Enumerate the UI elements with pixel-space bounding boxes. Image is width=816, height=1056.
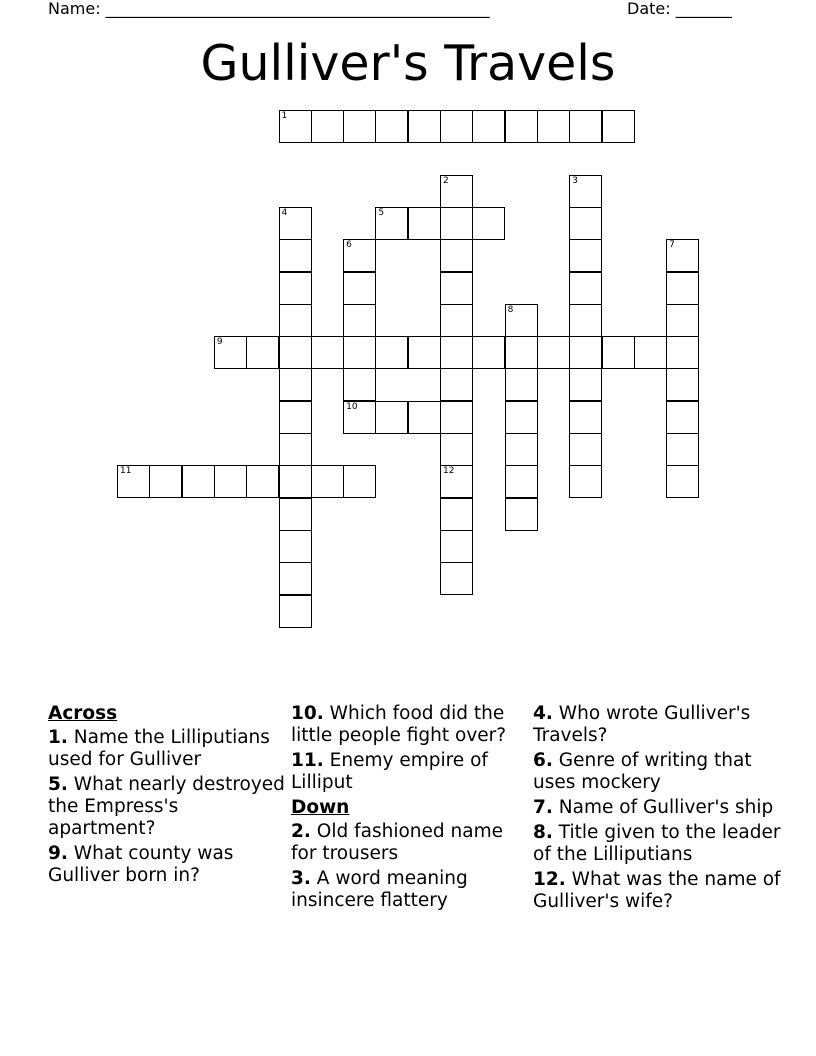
clue-number: 6. <box>533 750 553 771</box>
grid-cell[interactable] <box>505 465 538 498</box>
clue-text: Which food did the little people fight over? <box>291 703 507 746</box>
grid-cell[interactable] <box>214 336 247 369</box>
cell-number: 6 <box>346 240 352 251</box>
clue-down-7 <box>533 797 783 819</box>
grid-cell[interactable] <box>505 336 538 369</box>
clue-number: 4. <box>533 703 553 724</box>
grid-cell[interactable] <box>440 110 473 143</box>
clue-number: 3. <box>291 868 311 889</box>
grid-cell[interactable] <box>343 336 376 369</box>
clue-text: What was the name of Gulliver's wife? <box>533 869 781 912</box>
grid-cell[interactable] <box>375 401 408 434</box>
grid-cell[interactable] <box>440 433 473 466</box>
grid-cell[interactable] <box>440 207 473 240</box>
grid-cell[interactable] <box>569 110 602 143</box>
grid-cell[interactable] <box>279 304 312 337</box>
grid-cell[interactable] <box>246 336 279 369</box>
grid-cell[interactable] <box>569 207 602 240</box>
clue-down-8 <box>533 822 783 866</box>
clue-down-4 <box>533 703 783 747</box>
grid-cell[interactable] <box>569 175 602 208</box>
grid-cell[interactable] <box>343 239 376 272</box>
grid-cell[interactable] <box>343 304 376 337</box>
grid-cell[interactable] <box>505 368 538 401</box>
grid-cell[interactable] <box>343 465 376 498</box>
grid-cell[interactable] <box>408 110 441 143</box>
clue-text: Enemy empire of Lilliput <box>291 750 488 793</box>
clues-column-3 <box>533 703 783 916</box>
grid-cell[interactable] <box>375 110 408 143</box>
cell-number: 11 <box>120 466 132 477</box>
grid-cell[interactable] <box>666 368 699 401</box>
grid-cell[interactable] <box>440 465 473 498</box>
grid-cell[interactable] <box>279 530 312 563</box>
grid-cell[interactable] <box>279 110 312 143</box>
grid-cell[interactable] <box>666 433 699 466</box>
grid-cell[interactable] <box>343 110 376 143</box>
grid-cell[interactable] <box>440 562 473 595</box>
clue-across-10 <box>291 703 531 747</box>
clue-across-9 <box>48 843 288 887</box>
clue-text: A word meaning insincere flattery <box>291 868 468 911</box>
grid-cell[interactable] <box>505 433 538 466</box>
name-label: Name: ________________________________________________ <box>48 0 490 18</box>
grid-cell[interactable] <box>537 110 570 143</box>
grid-cell[interactable] <box>666 336 699 369</box>
grid-cell[interactable] <box>343 401 376 434</box>
grid-cell[interactable] <box>440 401 473 434</box>
clue-down-3 <box>291 868 531 912</box>
cell-number: 2 <box>443 175 449 186</box>
clue-text: Name of Gulliver's ship <box>558 797 774 818</box>
clues-column-2 <box>291 703 531 915</box>
grid-cell[interactable] <box>472 110 505 143</box>
grid-cell[interactable] <box>246 465 279 498</box>
clue-across-5 <box>48 774 288 840</box>
clue-number: 10. <box>291 703 324 724</box>
cell-number: 9 <box>216 337 223 348</box>
grid-cell[interactable] <box>279 465 312 498</box>
page-title: Gulliver's Travels <box>200 35 616 92</box>
grid-cell[interactable] <box>666 304 699 337</box>
grid-cell[interactable] <box>569 336 602 369</box>
grid-cell[interactable] <box>440 304 473 337</box>
grid-cell[interactable] <box>505 401 538 434</box>
clue-number: 9. <box>48 843 68 864</box>
clue-text: Name the Lilliputians used for Gulliver <box>48 727 270 770</box>
clue-down-12 <box>533 869 783 913</box>
cell-number: 4 <box>281 207 288 218</box>
clue-number: 8. <box>533 822 553 843</box>
clues-column-1 <box>48 703 288 890</box>
grid-cell[interactable] <box>505 498 538 531</box>
grid-cell[interactable] <box>634 336 667 369</box>
grid-cell[interactable] <box>279 401 312 434</box>
clue-down-6 <box>533 750 783 794</box>
grid-cell[interactable] <box>602 110 635 143</box>
down-heading: Down <box>291 797 350 818</box>
grid-cell[interactable] <box>408 401 441 434</box>
grid-cell[interactable] <box>472 336 505 369</box>
grid-cell[interactable] <box>440 272 473 305</box>
clue-number: 12. <box>533 869 566 890</box>
grid-cell[interactable] <box>408 207 441 240</box>
cell-number: 10 <box>346 401 358 412</box>
grid-cell[interactable] <box>343 368 376 401</box>
cell-number: 1 <box>281 111 288 121</box>
grid-cell[interactable] <box>279 595 312 628</box>
grid-cell[interactable] <box>569 401 602 434</box>
across-heading: Across <box>48 703 118 724</box>
grid-cell[interactable] <box>537 336 570 369</box>
cell-number: 8 <box>507 304 514 315</box>
grid-cell[interactable] <box>279 272 312 305</box>
grid-cell[interactable] <box>279 562 312 595</box>
grid-cell[interactable] <box>666 239 699 272</box>
date-label: Date: _______ <box>627 0 732 18</box>
grid-cell[interactable] <box>472 207 505 240</box>
grid-cell[interactable] <box>602 336 635 369</box>
grid-cell[interactable] <box>440 239 473 272</box>
grid-cell[interactable] <box>569 239 602 272</box>
grid-cell[interactable] <box>375 207 408 240</box>
grid-cell[interactable] <box>569 433 602 466</box>
clue-number: 11. <box>291 750 324 771</box>
grid-cell[interactable] <box>311 465 344 498</box>
grid-cell[interactable] <box>505 304 538 337</box>
grid-cell[interactable] <box>279 239 312 272</box>
grid-cell[interactable] <box>149 465 182 498</box>
grid-cell[interactable] <box>279 368 312 401</box>
grid-cell[interactable] <box>182 465 215 498</box>
cell-number: 7 <box>669 240 675 251</box>
grid-cell[interactable] <box>440 530 473 563</box>
grid-cell[interactable] <box>569 304 602 337</box>
grid-cell[interactable] <box>440 498 473 531</box>
grid-cell[interactable] <box>343 272 376 305</box>
grid-cell[interactable] <box>440 368 473 401</box>
clue-across-1 <box>48 727 288 771</box>
grid-cell[interactable] <box>505 110 538 143</box>
cell-number: 5 <box>378 207 385 218</box>
clue-text: Who wrote Gulliver's Travels? <box>533 703 751 746</box>
clue-number: 7. <box>533 797 553 818</box>
grid-cell[interactable] <box>279 207 312 240</box>
grid-cell[interactable] <box>569 272 602 305</box>
clue-text: Old fashioned name for trousers <box>291 821 503 864</box>
grid-cell[interactable] <box>666 401 699 434</box>
clue-text: What county was Gulliver born in? <box>48 843 234 886</box>
grid-cell[interactable] <box>311 336 344 369</box>
grid-cell[interactable] <box>440 175 473 208</box>
grid-cell[interactable] <box>666 465 699 498</box>
grid-cell[interactable] <box>279 498 312 531</box>
grid-cell[interactable] <box>440 336 473 369</box>
clue-text: What nearly destroyed the Empress's apartment? <box>48 774 285 839</box>
grid-cell[interactable] <box>569 368 602 401</box>
clue-number: 1. <box>48 727 68 748</box>
grid-cell[interactable] <box>279 336 312 369</box>
grid-cell[interactable] <box>375 336 408 369</box>
clue-number: 5. <box>48 774 68 795</box>
clue-down-2 <box>291 821 531 865</box>
clue-across-11 <box>291 750 531 794</box>
grid-cell[interactable] <box>117 465 150 498</box>
clue-text: Genre of writing that uses mockery <box>533 750 752 793</box>
grid-cell[interactable] <box>569 465 602 498</box>
grid-cell[interactable] <box>279 433 312 466</box>
grid-cell[interactable] <box>311 110 344 143</box>
grid-cell[interactable] <box>408 336 441 369</box>
grid-cell[interactable] <box>666 272 699 305</box>
clue-text: Title given to the leader of the Lilliputians <box>533 822 781 865</box>
clue-number: 2. <box>291 821 311 842</box>
grid-cell[interactable] <box>214 465 247 498</box>
cell-number: 3 <box>572 175 578 186</box>
cell-number: 12 <box>443 466 455 477</box>
